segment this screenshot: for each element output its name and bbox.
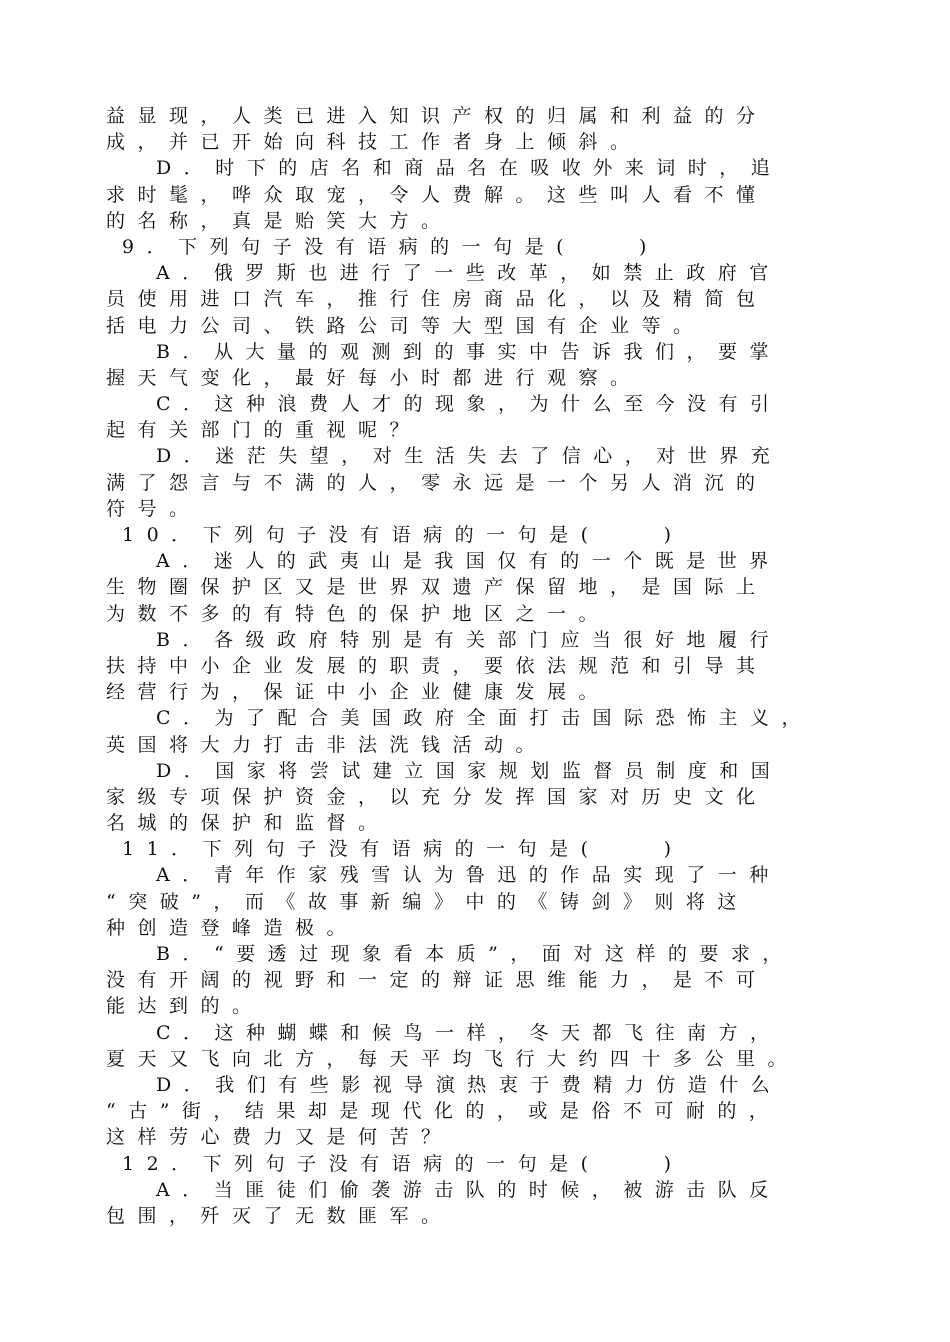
option-line: B．各级政府特别是有关部门应当很好地履行 xyxy=(156,628,781,651)
question-line: 11．下列句子没有语病的一句是( ) xyxy=(122,838,684,861)
text-line: 种创造登峰造极。 xyxy=(106,916,359,939)
option-line: B．从大量的观测到的事实中告诉我们，要掌 xyxy=(156,340,781,363)
text-line: 为数不多的有特色的保护地区之一。 xyxy=(106,602,611,625)
option-line: A．青年作家残雪认为鲁迅的作品实现了一种 xyxy=(156,864,781,887)
question-line: 9．下列句子没有语病的一句是( ) xyxy=(122,235,659,258)
text-line: 能达到的。 xyxy=(106,995,264,1018)
text-line: 握天气变化，最好每小时都进行观察。 xyxy=(106,366,642,389)
text-line: 求时髦，哗众取宠，令人费解。这些叫人看不懂 xyxy=(106,183,768,206)
option-line: C．这种浪费人才的现象，为什么至今没有引 xyxy=(156,393,782,416)
option-line: D．我们有些影视导演热衷于费精力仿造什么 xyxy=(156,1073,783,1096)
question-line: 12．下列句子没有语病的一句是( ) xyxy=(122,1152,684,1175)
text-line: 生物圈保护区又是世界双遗产保留地，是国际上 xyxy=(106,576,768,599)
option-line: A．俄罗斯也进行了一些改革，如禁止政府官 xyxy=(156,262,781,285)
option-line: D．时下的店名和商品名在吸收外来词时，追 xyxy=(156,157,783,180)
text-line: 英国将大力打击非法洗钱活动。 xyxy=(106,733,548,756)
text-line: 益显现，人类已进入知识产权的归属和利益的分 xyxy=(106,105,768,127)
text-line: 扶持中小企业发展的职责，要依法规范和引导其 xyxy=(106,654,768,677)
text-line: “古”街，结果却是现代化的，或是俗不可耐的， xyxy=(106,1100,781,1123)
option-line: C．为了配合美国政府全面打击国际恐怖主义， xyxy=(156,707,814,730)
document-page xyxy=(106,103,850,1229)
text-line: 符号。 xyxy=(106,497,201,520)
text-line: 包围，歼灭了无数匪军。 xyxy=(106,1204,453,1227)
text-line: 的名称，真是贻笑大方。 xyxy=(106,209,453,232)
option-line: A．迷人的武夷山是我国仅有的一个既是世界 xyxy=(156,550,781,573)
text-line: 成，并已开始向科技工作者身上倾斜。 xyxy=(106,131,642,154)
option-line: C．这种蝴蝶和候鸟一样，冬天都飞往南方， xyxy=(156,1021,782,1044)
option-line: A．当匪徒们偷袭游击队的时候，被游击队反 xyxy=(156,1178,781,1201)
text-line: 名城的保护和监督。 xyxy=(106,812,390,835)
option-line: B．“要透过现象看本质”，面对这样的要求， xyxy=(156,943,794,965)
question-line: 10．下列句子没有语病的一句是( ) xyxy=(122,524,684,546)
text-line: “突破”，而《故事新编》中的《铸剑》则将这 xyxy=(106,890,749,913)
text-line: 满了怨言与不满的人，零永远是一个另人消沉的 xyxy=(106,471,768,494)
option-line: D．国家将尝试建立国家规划监督员制度和国 xyxy=(156,759,783,782)
text-line: 夏天又飞向北方，每天平均飞行大约四十多公里。 xyxy=(106,1047,800,1070)
text-line: 家级专项保护资金，以充分发挥国家对历史文化 xyxy=(106,785,768,808)
text-line: 括电力公司、铁路公司等大型国有企业等。 xyxy=(106,314,705,337)
text-line: 经营行为，保证中小企业健康发展。 xyxy=(106,681,611,704)
text-line: 起有关部门的重视呢？ xyxy=(106,419,422,442)
option-line: D．迷茫失望，对生活失去了信心，对世界充 xyxy=(156,445,783,468)
text-line: 这样劳心费力又是何苦？ xyxy=(106,1126,453,1149)
text-line: 员使用进口汽车，推行住房商品化，以及精简包 xyxy=(106,288,768,311)
text-line: 没有开阔的视野和一定的辩证思维能力，是不可 xyxy=(106,969,768,992)
